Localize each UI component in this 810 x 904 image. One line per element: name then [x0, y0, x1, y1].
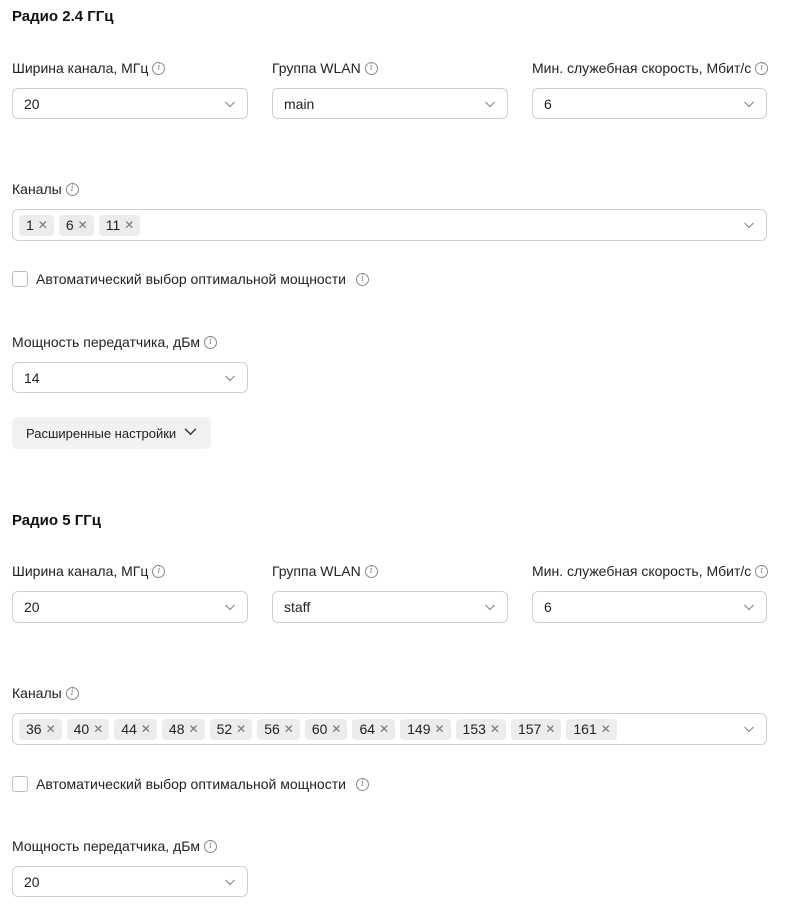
auto-power-checkbox-24[interactable] — [12, 271, 28, 287]
channel-tag — [400, 719, 450, 740]
info-icon[interactable]: i — [365, 62, 378, 75]
channel-tag — [19, 719, 62, 740]
close-icon[interactable]: ✕ — [45, 722, 56, 736]
info-icon[interactable]: i — [755, 565, 768, 578]
channels-multiselect-24[interactable] — [12, 209, 767, 241]
min-rate-select-24[interactable]: 6 — [532, 88, 767, 119]
section-title-radio-24: Радио 2.4 ГГц — [12, 8, 114, 25]
close-icon[interactable]: ✕ — [283, 722, 294, 736]
channel-tags-24 — [19, 215, 743, 236]
section-title-radio-5: Радио 5 ГГц — [12, 512, 101, 529]
wlan-group-label-5: Группа WLAN i — [272, 562, 378, 580]
channels-label-5: Каналы i — [12, 684, 79, 702]
channel-tag-label: 52 — [216, 721, 233, 737]
channel-tag-label: 153 — [462, 721, 486, 737]
info-icon[interactable]: i — [66, 183, 79, 196]
auto-power-row-5 — [12, 776, 369, 792]
close-icon[interactable]: ✕ — [331, 722, 342, 736]
channel-width-select-5[interactable]: 20 — [12, 591, 248, 623]
auto-power-checkbox-5[interactable] — [12, 776, 28, 792]
close-icon[interactable]: ✕ — [188, 722, 199, 736]
channel-tag — [456, 719, 506, 740]
tx-power-select-24[interactable]: 14 — [12, 362, 248, 393]
channel-tag-label: 60 — [311, 721, 328, 737]
channel-width-select-24[interactable]: 20 — [12, 88, 248, 119]
close-icon[interactable]: ✕ — [379, 722, 390, 736]
info-icon[interactable]: i — [356, 273, 369, 286]
channel-tag-label: 11 — [105, 217, 121, 233]
channel-tag-label: 64 — [359, 721, 376, 737]
channel-tag — [99, 215, 141, 236]
chevron-down-icon — [743, 601, 755, 613]
close-icon[interactable]: ✕ — [93, 722, 104, 736]
tx-power-label-5: Мощность передатчика, дБм i — [12, 837, 217, 855]
wlan-group-select-24[interactable]: main — [272, 88, 508, 119]
channel-tag-label: 6 — [65, 217, 74, 233]
wlan-group-select-5[interactable]: staff — [272, 591, 508, 623]
channel-tag-label: 1 — [26, 217, 34, 233]
channel-width-label-24: Ширина канала, МГц i — [12, 59, 165, 77]
min-rate-label-24: Мин. служебная скорость, Мбит/с i — [532, 59, 768, 77]
tx-power-label-24: Мощность передатчика, дБм i — [12, 333, 217, 351]
channel-tags-5 — [19, 719, 743, 740]
channels-label-24: Каналы i — [12, 180, 79, 198]
channels-multiselect-5[interactable] — [12, 713, 767, 745]
channel-tag — [59, 215, 94, 236]
close-icon[interactable]: ✕ — [37, 218, 48, 232]
channel-tag-label: 56 — [264, 721, 280, 737]
chevron-down-icon — [484, 601, 496, 613]
close-icon[interactable]: ✕ — [124, 218, 135, 232]
channel-tag — [210, 719, 253, 740]
chevron-down-icon — [743, 219, 755, 231]
close-icon[interactable]: ✕ — [600, 722, 611, 736]
info-icon[interactable]: i — [152, 62, 165, 75]
info-icon[interactable]: i — [66, 687, 79, 700]
auto-power-label-24: Автоматический выбор оптимальной мощности — [36, 271, 346, 287]
chevron-down-icon — [484, 98, 496, 110]
info-icon[interactable]: i — [204, 840, 217, 853]
close-icon[interactable]: ✕ — [489, 722, 500, 736]
chevron-down-icon — [224, 98, 236, 110]
channel-tag — [162, 719, 205, 740]
auto-power-label-5: Автоматический выбор оптимальной мощности — [36, 776, 346, 792]
auto-power-row-24 — [12, 271, 369, 287]
close-icon[interactable]: ✕ — [77, 218, 88, 232]
channel-tag-label: 157 — [517, 721, 542, 737]
channel-tag — [566, 719, 616, 740]
chevron-down-icon — [743, 98, 755, 110]
channel-tag — [257, 719, 300, 740]
info-icon[interactable]: i — [365, 565, 378, 578]
channel-tag — [19, 215, 54, 236]
channel-tag-label: 44 — [121, 721, 137, 737]
channel-tag — [511, 719, 561, 740]
info-icon[interactable]: i — [356, 778, 369, 791]
close-icon[interactable]: ✕ — [434, 722, 445, 736]
channel-tag — [352, 719, 395, 740]
chevron-down-icon — [184, 425, 197, 441]
close-icon[interactable]: ✕ — [545, 722, 556, 736]
channel-tag-label: 40 — [73, 721, 90, 737]
info-icon[interactable]: i — [204, 336, 217, 349]
min-rate-select-5[interactable]: 6 — [532, 591, 767, 623]
chevron-down-icon — [224, 601, 236, 613]
chevron-down-icon — [224, 372, 236, 384]
channel-tag — [114, 719, 157, 740]
info-icon[interactable]: i — [755, 62, 768, 75]
wlan-group-label-24: Группа WLAN i — [272, 59, 378, 77]
channel-tag-label: 36 — [26, 721, 42, 737]
channel-tag-label: 161 — [573, 721, 597, 737]
channel-tag — [67, 719, 110, 740]
chevron-down-icon — [743, 723, 755, 735]
channel-tag-label: 149 — [407, 721, 431, 737]
close-icon[interactable]: ✕ — [236, 722, 247, 736]
tx-power-select-5[interactable]: 20 — [12, 866, 248, 897]
info-icon[interactable]: i — [152, 565, 165, 578]
chevron-down-icon — [224, 876, 236, 888]
close-icon[interactable]: ✕ — [140, 722, 151, 736]
channel-width-label-5: Ширина канала, МГц i — [12, 562, 165, 580]
channel-tag-label: 48 — [168, 721, 185, 737]
min-rate-label-5: Мин. служебная скорость, Мбит/с i — [532, 562, 768, 580]
channel-tag — [305, 719, 348, 740]
advanced-settings-button[interactable]: Расширенные настройки — [12, 417, 211, 449]
